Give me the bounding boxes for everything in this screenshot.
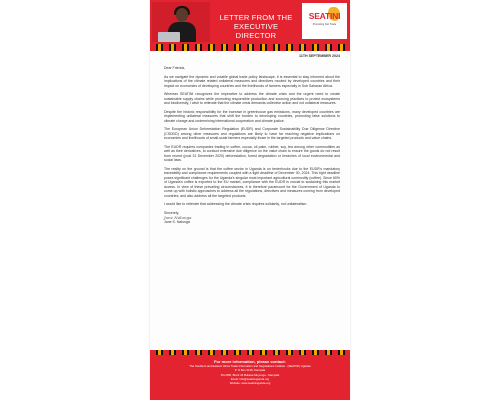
director-photo bbox=[152, 2, 210, 42]
signatory-name: Jane S. Nalunga bbox=[164, 220, 190, 224]
laptop-icon bbox=[158, 32, 180, 42]
photo-face bbox=[176, 8, 188, 22]
letter-header bbox=[150, 0, 350, 44]
paragraph: The reality on the ground is that the coffee sector in Uganda is on tenterhooks due to the EUDR's mandatory traceability and compliance requirements coupled with a tight deadline of December 30, 2024. This tight deadline poses significant challenges for the Uganda's singular most important agricultural commodity (coffee). Since 60% of Uganda's coffee is exported to the EU market, compliance with the EUDR is crucial to sustaining this market access. In view of these prevailing circumstances, it is therefore paramount for the Government of Uganda to come up with holistic approaches to address all the regulations, directives and measures coming from developed countries; and also address all the targeted products. bbox=[164, 166, 340, 198]
footer-org-line: The Southern and Eastern Africa Trade Information and Negotiations Institute - (SEATINI) Uganda bbox=[189, 364, 311, 368]
letter-body bbox=[164, 54, 340, 225]
paragraph: Despite the historic responsibility for the increase in greenhouse gas emissions, many developed countries are implementing unilateral measures that shift the burden to developing countries, promoting false solutions to climate change and undermining international cooperation and climate justice. bbox=[164, 109, 340, 123]
logo-tagline: Promoting Fair Trade bbox=[312, 23, 337, 26]
paragraph: Whereas SEATINI recognizes the imperative to address the climate crisis and the urgent need to create sustainable supply chains while promoting responsible production and sourcing practices to protect ecosystems and biodiversity, I wish to reiterate that the climate crisis demands collective action and not unilateral measures. bbox=[164, 92, 340, 105]
paragraph: I would like to reiterate that addressing the climate crisis requires solidarity, not unilateralism. bbox=[164, 202, 308, 206]
paragraph: The EUDR requires companies trading in coffee, cocoa, oil palm, rubber, soy, tea among other commodities as well as their derivatives, to conduct extensive due diligence on the value chain to ensure the goods do not result from recent (post 31 December 2020) deforestation, forest degradation or breaches of local environmental and social laws. bbox=[164, 144, 340, 162]
newsletter-page bbox=[150, 0, 350, 400]
salutation: Dear Friends, bbox=[164, 66, 186, 70]
header-title-line2: EXECUTIVE DIRECTOR bbox=[233, 22, 279, 40]
logo-wordmark: SEATINI bbox=[308, 11, 341, 21]
footer-address-line: Plot 806, Block 24 Bukasa Muyenga - Kampala bbox=[220, 372, 280, 377]
decorative-pattern-band bbox=[150, 44, 350, 51]
header-title-line1: LETTER FROM THE bbox=[219, 13, 293, 22]
footer-email[interactable]: Email: info@seatiniuganda.org bbox=[230, 376, 270, 381]
footer-address-line: P. O Box 3138, Kampala bbox=[234, 368, 266, 373]
footer-website[interactable]: Website: www.seatiniuganda.org bbox=[229, 381, 271, 386]
seatini-logo bbox=[302, 3, 347, 39]
letter-date: 11TH SEPTEMBER 2024 bbox=[299, 54, 340, 58]
footer-title: For more information, please contact: bbox=[214, 359, 286, 364]
header-title bbox=[214, 13, 298, 40]
contact-footer bbox=[150, 355, 350, 400]
closing: Sincerely, bbox=[164, 210, 180, 215]
signature: Jane Nalunga bbox=[164, 215, 192, 220]
paragraph: The European Union Deforestation Regulation (EUDR) and Corporate Sustainability Due Diligence Directive (CSDDD) among other measures and regulations are likely to have far reaching negative implications on economies and livelihoods of small-scale farmers especially those in the targeted products and value chains. bbox=[164, 127, 340, 140]
paragraph: As we navigate the dynamic and volatile global trade policy landscape, it is essential to stay informed about the implications of the climate related unilateral measures and directives mooted by developed countries and their impact on economies of developing countries and the livelihoods of farmers especially in Sub Saharan Africa. bbox=[164, 74, 340, 88]
